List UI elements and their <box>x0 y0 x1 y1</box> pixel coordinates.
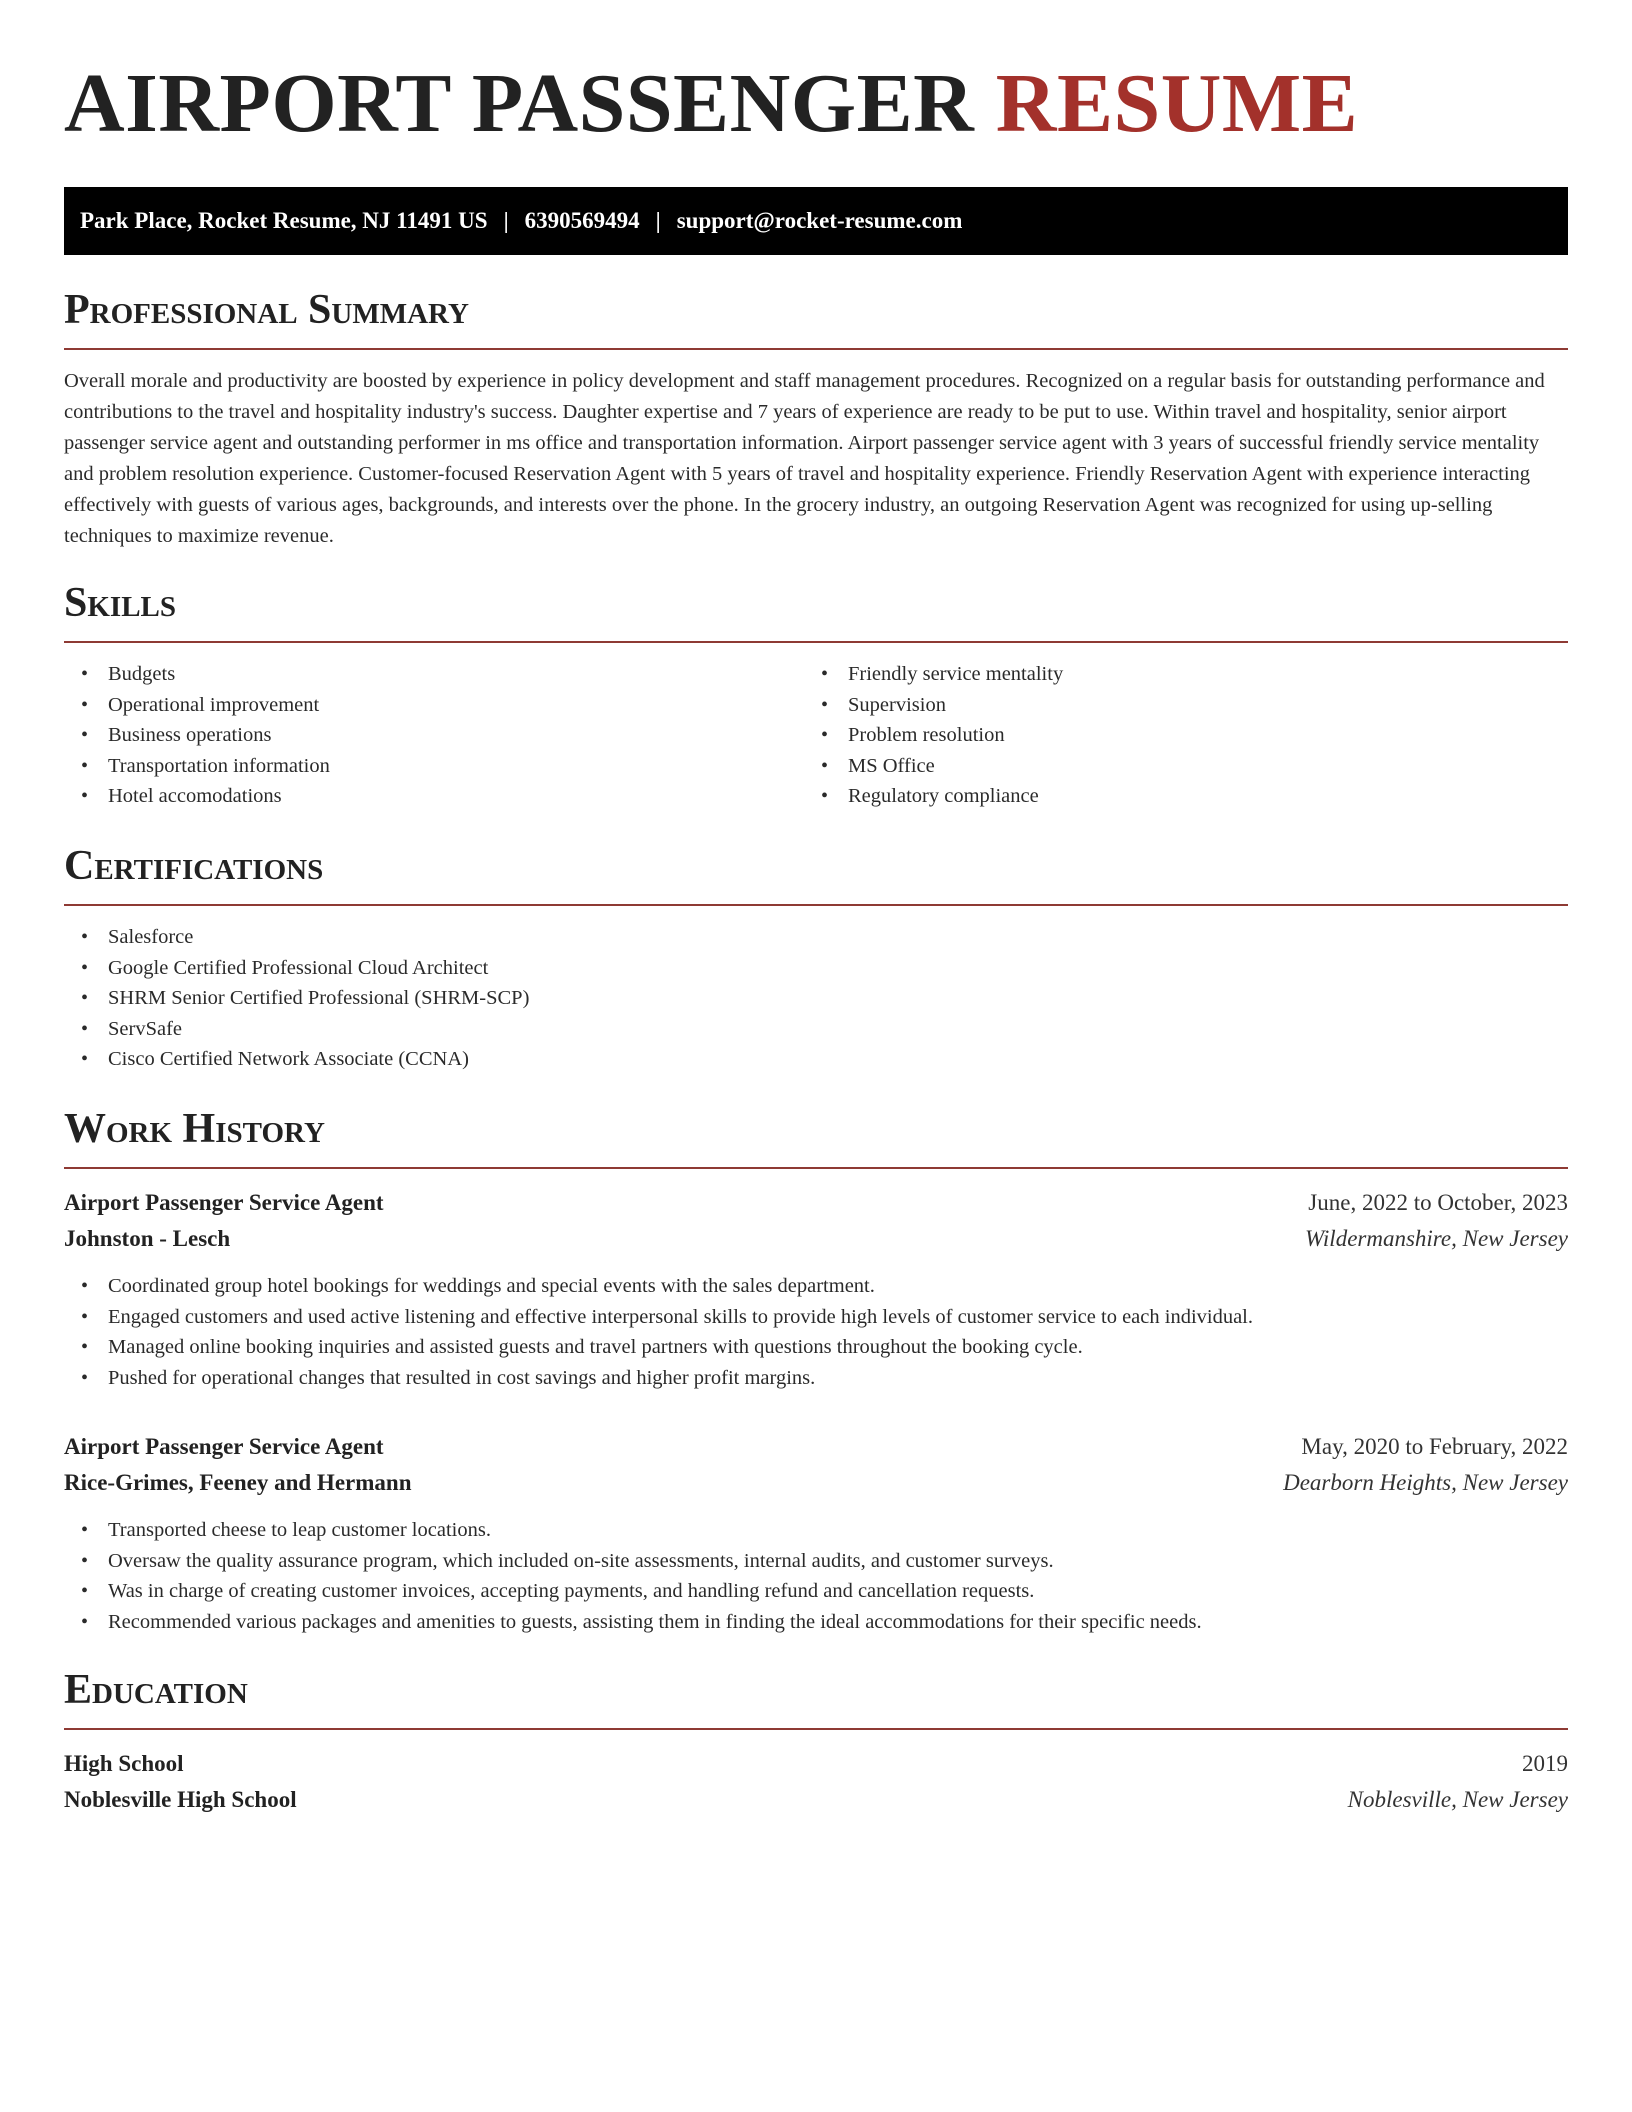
list-item <box>804 781 1544 812</box>
section-heading: Certifications <box>64 843 324 889</box>
bullet-icon: • <box>81 1017 89 1040</box>
list-item <box>64 1271 1568 1302</box>
job-duties <box>64 1271 1568 1393</box>
bullet-icon: • <box>81 663 89 685</box>
bullet-icon: • <box>81 1610 89 1633</box>
education-degree: High School <box>64 1751 184 1776</box>
section-divider <box>64 641 1568 643</box>
education-school-row <box>64 1782 1568 1818</box>
bullet-icon: • <box>821 785 829 807</box>
list-item-text: ServSafe <box>108 1017 183 1040</box>
skills-section <box>64 579 1568 812</box>
bullet-icon: • <box>81 724 89 746</box>
list-item-text: Google Certified Professional Cloud Architect <box>108 956 489 979</box>
list-item <box>804 659 1544 690</box>
bullet-icon: • <box>81 987 89 1009</box>
skills-list-left <box>64 659 804 812</box>
bullet-icon: • <box>81 1519 89 1541</box>
job-location: Dearborn Heights, New Jersey <box>1283 1470 1568 1495</box>
list-item <box>64 1332 1568 1363</box>
bullet-icon: • <box>81 693 89 716</box>
section-divider <box>64 1167 1568 1169</box>
list-item-text: Cisco Certified Network Associate (CCNA) <box>108 1048 469 1070</box>
title-accent: RESUME <box>995 57 1359 150</box>
list-item <box>64 922 1568 953</box>
list-item-text: Engaged customers and used active listening and effective interpersonal skills to provide high levels of customer service to each individual. <box>108 1305 1254 1328</box>
certifications-list <box>64 922 1568 1075</box>
list-item-text: Recommended various packages and amenities to guests, assisting them in finding the ideal accommodations for their specific needs. <box>108 1610 1202 1633</box>
list-item <box>64 1607 1568 1638</box>
list-item <box>64 659 804 690</box>
contact-address: Park Place, Rocket Resume, NJ 11491 US <box>80 208 488 233</box>
job-title: Airport Passenger Service Agent <box>64 1434 384 1459</box>
list-item <box>64 1302 1568 1333</box>
resume-title <box>64 56 1568 152</box>
education-school: Noblesville High School <box>64 1787 297 1812</box>
section-divider <box>64 1728 1568 1730</box>
certifications-section <box>64 842 1568 1075</box>
job-dates: May, 2020 to February, 2022 <box>1301 1434 1568 1459</box>
list-item-text: Operational improvement <box>108 693 320 716</box>
education-section <box>64 1666 1568 1818</box>
contact-email: support@rocket-resume.com <box>676 208 963 233</box>
job-location: Wildermanshire, New Jersey <box>1305 1226 1568 1251</box>
list-item <box>64 1515 1568 1546</box>
section-divider <box>64 348 1568 350</box>
list-item-text: Was in charge of creating customer invoices, accepting payments, and handling refund and cancellation requests. <box>108 1580 1035 1602</box>
job-company: Johnston - Lesch <box>64 1226 231 1251</box>
education-year: 2019 <box>1522 1751 1568 1776</box>
bullet-icon: • <box>821 693 829 716</box>
job-entry <box>64 1185 1568 1393</box>
section-heading: Work History <box>64 1106 325 1152</box>
list-item <box>64 953 1568 984</box>
bullet-icon: • <box>81 956 89 979</box>
bullet-icon: • <box>821 663 829 685</box>
section-divider <box>64 904 1568 906</box>
list-item <box>64 720 804 751</box>
job-entry <box>64 1429 1568 1637</box>
list-item-text: Oversaw the quality assurance program, which included on-site assessments, internal audits, and customer surveys. <box>108 1549 1054 1572</box>
bullet-icon: • <box>81 1366 89 1389</box>
list-item-text: Salesforce <box>108 926 194 948</box>
job-dates: June, 2022 to October, 2023 <box>1308 1190 1568 1215</box>
section-heading: Skills <box>64 580 177 626</box>
job-title-row <box>64 1185 1568 1221</box>
job-company-row <box>64 1221 1568 1257</box>
list-item-text: Pushed for operational changes that resulted in cost savings and higher profit margins. <box>108 1366 816 1389</box>
bullet-icon: • <box>81 1580 89 1602</box>
list-item <box>64 1014 1568 1045</box>
list-item <box>64 983 1568 1014</box>
contact-phone: 6390569494 <box>524 208 640 233</box>
bullet-icon: • <box>81 926 89 948</box>
list-item-text: Budgets <box>108 663 176 685</box>
section-heading: Education <box>64 1667 248 1713</box>
section-heading: Professional Summary <box>64 287 469 333</box>
list-item <box>64 751 804 782</box>
list-item <box>64 1044 1568 1075</box>
job-title-row <box>64 1429 1568 1465</box>
job-title: Airport Passenger Service Agent <box>64 1190 384 1215</box>
list-item-text: Friendly service mentality <box>848 663 1064 685</box>
list-item-text: Transported cheese to leap customer locations. <box>108 1519 491 1541</box>
list-item <box>64 1546 1568 1577</box>
bullet-icon: • <box>821 754 829 777</box>
title-main: AIRPORT PASSENGER <box>64 57 996 150</box>
skills-list-right <box>804 659 1544 812</box>
bullet-icon: • <box>81 754 89 777</box>
job-company-row <box>64 1465 1568 1501</box>
summary-text: Overall morale and productivity are boosted by experience in policy development and staff management procedures. Recognized on a regular basis for outstanding performance and contributions to the travel and hospitality industry's success. Daughter expertise and 7 years of experience are ready to be put to use. Within travel and hospitality, senior airport passenger service agent and outstanding performer in ms office and transportation information. Airport passenger service agent with 3 years of successful friendly service mentality and problem resolution experience. Customer-focused Reservation Agent with 5 years of travel and hospitality experience. Friendly Reservation Agent with experience interacting effectively with guests of various ages, backgrounds, and interests over the phone. In the grocery industry, an outgoing Reservation Agent was recognized for using up-selling techniques to maximize revenue. <box>64 370 1545 547</box>
bullet-icon: • <box>81 1048 89 1070</box>
list-item <box>64 1363 1568 1394</box>
list-item <box>804 720 1544 751</box>
list-item-text: Regulatory compliance <box>848 785 1039 807</box>
list-item-text: Coordinated group hotel bookings for weddings and special events with the sales department. <box>108 1275 875 1297</box>
job-company: Rice-Grimes, Feeney and Hermann <box>64 1470 412 1495</box>
list-item-text: MS Office <box>848 754 935 777</box>
contact-separator: | <box>503 208 509 233</box>
bullet-icon: • <box>821 724 829 746</box>
list-item-text: Business operations <box>108 724 272 746</box>
job-duties <box>64 1515 1568 1637</box>
bullet-icon: • <box>81 1305 89 1328</box>
education-entry <box>64 1746 1568 1818</box>
bullet-icon: • <box>81 1275 89 1297</box>
education-location: Noblesville, New Jersey <box>1347 1787 1568 1812</box>
bullet-icon: • <box>81 1336 89 1358</box>
list-item-text: Managed online booking inquiries and assisted guests and travel partners with questions throughout the booking cycle. <box>108 1336 1083 1358</box>
list-item-text: SHRM Senior Certified Professional (SHRM-SCP) <box>108 987 530 1009</box>
list-item-text: Transportation information <box>108 754 330 777</box>
contact-bar <box>64 187 1568 255</box>
bullet-icon: • <box>81 1549 89 1572</box>
list-item-text: Problem resolution <box>848 724 1005 746</box>
list-item <box>804 751 1544 782</box>
contact-separator: | <box>655 208 661 233</box>
work-history-section <box>64 1105 1568 1637</box>
summary-section <box>64 286 1568 552</box>
list-item <box>64 781 804 812</box>
bullet-icon: • <box>81 785 89 807</box>
list-item <box>804 690 1544 721</box>
list-item <box>64 690 804 721</box>
list-item-text: Supervision <box>848 693 946 716</box>
education-degree-row <box>64 1746 1568 1782</box>
list-item-text: Hotel accomodations <box>108 785 282 807</box>
skills-columns <box>64 659 1568 812</box>
list-item <box>64 1576 1568 1607</box>
